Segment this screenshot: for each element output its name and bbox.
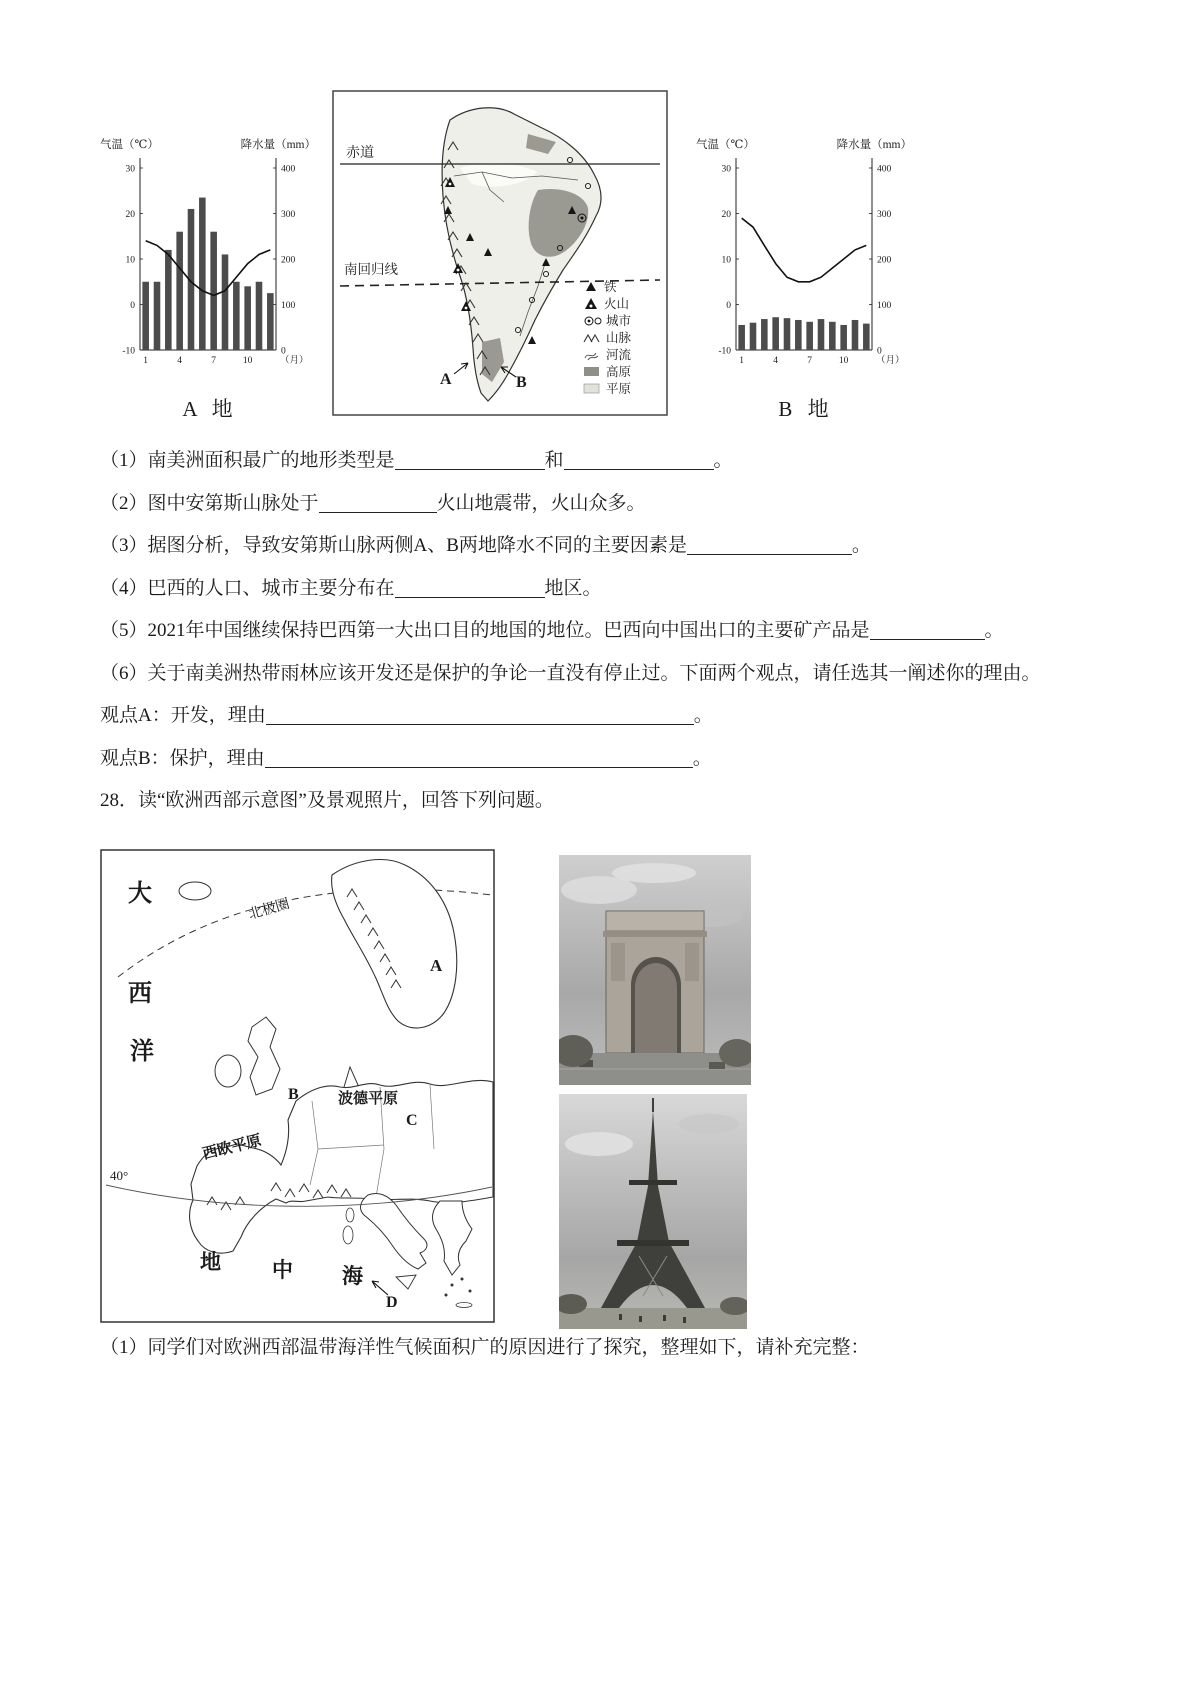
question-text: （1）南美洲面积最广的地形类型是 bbox=[100, 450, 395, 471]
legend-label: 山脉 bbox=[606, 331, 632, 345]
question-text: 地区。 bbox=[544, 577, 602, 599]
svg-text:30: 30 bbox=[125, 164, 135, 175]
question-text: 观点B：保护，理由 bbox=[100, 747, 265, 769]
question-27-3 bbox=[100, 532, 1105, 560]
question-27-2 bbox=[100, 490, 1105, 518]
climate-chart-b-plot bbox=[696, 134, 916, 391]
sardinia bbox=[343, 1226, 353, 1244]
svg-text:降水量（mm）: 降水量（mm） bbox=[836, 139, 912, 151]
svg-text:20: 20 bbox=[125, 210, 135, 220]
svg-text:300: 300 bbox=[281, 210, 296, 220]
svg-text:1: 1 bbox=[143, 356, 149, 366]
svg-text:4: 4 bbox=[773, 356, 779, 366]
svg-text:1: 1 bbox=[739, 356, 745, 366]
question-text: （3）据图分析，导致安第斯山脉两侧A、B两地降水不同的主要因素是 bbox=[100, 535, 687, 557]
mediterranean-char-2: 中 bbox=[272, 1257, 293, 1282]
svg-text:4: 4 bbox=[177, 356, 183, 366]
question-text: 。 bbox=[693, 705, 713, 727]
legend-label: 火山 bbox=[604, 297, 630, 311]
svg-text:0: 0 bbox=[877, 346, 882, 357]
svg-text:7: 7 bbox=[211, 356, 217, 366]
question-27-4 bbox=[100, 575, 1105, 603]
question-text: （4）巴西的人口、城市主要分布在 bbox=[100, 577, 395, 599]
atlantic-char-1: 大 bbox=[128, 880, 152, 907]
south-america-figures bbox=[100, 90, 1105, 423]
south-america-map bbox=[332, 90, 668, 421]
answer-blank bbox=[266, 706, 694, 725]
question-text: （2）图中安第斯山脉处于 bbox=[100, 492, 319, 514]
arc-de-triomphe-svg bbox=[559, 855, 751, 1085]
svg-text:400: 400 bbox=[281, 164, 296, 175]
point-d-label: D bbox=[386, 1293, 398, 1311]
climate-chart-a bbox=[100, 134, 320, 423]
europe-map bbox=[100, 849, 495, 1328]
arc-de-triomphe-photo bbox=[559, 855, 751, 1090]
climate-chart-b-caption: B 地 bbox=[778, 397, 834, 421]
svg-text:-10: -10 bbox=[718, 346, 731, 357]
lat-40-label: 40° bbox=[110, 1167, 129, 1183]
svg-text:300: 300 bbox=[877, 210, 892, 220]
question-text: 和 bbox=[544, 450, 564, 471]
question-text: 。 bbox=[713, 450, 733, 471]
point-b-label: B bbox=[516, 374, 527, 391]
mediterranean-char-1: 地 bbox=[200, 1249, 221, 1274]
answer-blank bbox=[564, 451, 714, 470]
legend-label: 高原 bbox=[606, 365, 632, 379]
point-a-label: A bbox=[430, 955, 443, 975]
question-27-6-view-a bbox=[100, 702, 1105, 730]
svg-text:7: 7 bbox=[807, 356, 813, 366]
svg-text:（月）: （月） bbox=[876, 356, 905, 366]
question-27-6: （6）关于南美洲热带雨林应该开发还是保护的争论一直没有停止过。下面两个观点，请任选其一阐述你的理由。 bbox=[100, 662, 1041, 684]
svg-text:10: 10 bbox=[242, 356, 253, 366]
arctic-circle-label: 北极圈 bbox=[246, 896, 292, 923]
atlantic-char-2: 西 bbox=[128, 980, 152, 1007]
atlantic-char-3: 洋 bbox=[130, 1038, 154, 1065]
south-america-map-svg bbox=[332, 90, 668, 416]
answer-blank bbox=[870, 621, 985, 640]
west-plain-label: 西欧平原 bbox=[201, 1132, 264, 1163]
ireland bbox=[215, 1055, 241, 1087]
svg-text:10: 10 bbox=[838, 356, 849, 366]
point-c-label: C bbox=[406, 1111, 418, 1129]
question-27-body bbox=[100, 447, 1105, 772]
answer-blank bbox=[395, 451, 545, 470]
platform-2 bbox=[617, 1240, 689, 1246]
europe-map-svg bbox=[100, 849, 495, 1323]
corsica bbox=[346, 1208, 354, 1222]
answer-blank bbox=[687, 536, 852, 555]
climate-chart-b bbox=[696, 134, 916, 423]
legend-label: 平原 bbox=[606, 382, 632, 396]
platform-1 bbox=[629, 1180, 677, 1185]
answer-blank bbox=[319, 494, 437, 513]
svg-text:200: 200 bbox=[281, 255, 296, 266]
svg-text:降水量（mm）: 降水量（mm） bbox=[240, 139, 316, 151]
volcano-icon-dot bbox=[590, 305, 593, 308]
svg-text:0: 0 bbox=[281, 346, 286, 357]
svg-text:20: 20 bbox=[721, 210, 731, 220]
eiffel-tower-photo bbox=[559, 1094, 751, 1334]
svg-text:100: 100 bbox=[877, 301, 892, 311]
svg-text:100: 100 bbox=[281, 301, 296, 311]
ground bbox=[559, 1308, 747, 1329]
question-text: 。 bbox=[692, 747, 712, 769]
tropic-label: 南回归线 bbox=[344, 262, 398, 277]
mediterranean-char-3: 海 bbox=[342, 1263, 363, 1288]
svg-text:10: 10 bbox=[721, 255, 731, 266]
equator-label: 赤道 bbox=[346, 146, 374, 161]
point-b-label: B bbox=[288, 1085, 299, 1103]
legend-label: 河流 bbox=[606, 348, 632, 362]
legend-label: 城市 bbox=[606, 314, 632, 328]
svg-text:气温（℃）: 气温（℃） bbox=[696, 139, 755, 151]
svg-text:0: 0 bbox=[726, 301, 731, 311]
svg-text:气温（℃）: 气温（℃） bbox=[100, 139, 159, 151]
bode-plain-label: 波德平原 bbox=[338, 1090, 399, 1107]
question-28-header: 28．读“欧洲西部示意图”及景观照片，回答下列问题。 bbox=[100, 790, 554, 812]
question-27-1 bbox=[100, 447, 1105, 475]
svg-text:（月）: （月） bbox=[280, 356, 309, 366]
legend-label: 铁 bbox=[604, 280, 617, 294]
question-text: （5）2021年中国继续保持巴西第一大出口目的地国的地位。巴西向中国出口的主要矿产品是 bbox=[100, 620, 870, 642]
city-icon-dot bbox=[588, 320, 591, 323]
svg-text:0: 0 bbox=[130, 301, 135, 311]
plateau-icon bbox=[584, 367, 599, 376]
svg-text:200: 200 bbox=[877, 255, 892, 266]
question-27-6-view-b bbox=[100, 745, 1105, 773]
question-text: 观点A：开发，理由 bbox=[100, 705, 266, 727]
svg-text:30: 30 bbox=[721, 164, 731, 175]
landmark-photos bbox=[559, 855, 751, 1334]
question-text: 。 bbox=[984, 620, 1004, 642]
svg-text:10: 10 bbox=[125, 255, 135, 266]
climate-chart-a-plot bbox=[100, 134, 320, 391]
question-text: 火山地震带，火山众多。 bbox=[436, 492, 646, 514]
iceland bbox=[179, 882, 211, 900]
crete bbox=[456, 1302, 472, 1307]
europe-figures bbox=[100, 849, 1105, 1334]
question-27-5 bbox=[100, 617, 1105, 645]
question-28-sub1: （1）同学们对欧洲西部温带海洋性气候面积广的原因进行了探究，整理如下，请补充完整： bbox=[100, 1336, 870, 1358]
svg-text:400: 400 bbox=[877, 164, 892, 175]
question-text: 。 bbox=[851, 535, 871, 557]
plain-icon bbox=[584, 384, 599, 393]
svg-text:-10: -10 bbox=[122, 346, 135, 357]
point-a-label: A bbox=[440, 371, 452, 388]
eiffel-tower-svg bbox=[559, 1094, 747, 1329]
answer-blank bbox=[265, 749, 693, 768]
answer-blank bbox=[395, 579, 545, 598]
climate-chart-a-caption: A 地 bbox=[182, 397, 238, 421]
